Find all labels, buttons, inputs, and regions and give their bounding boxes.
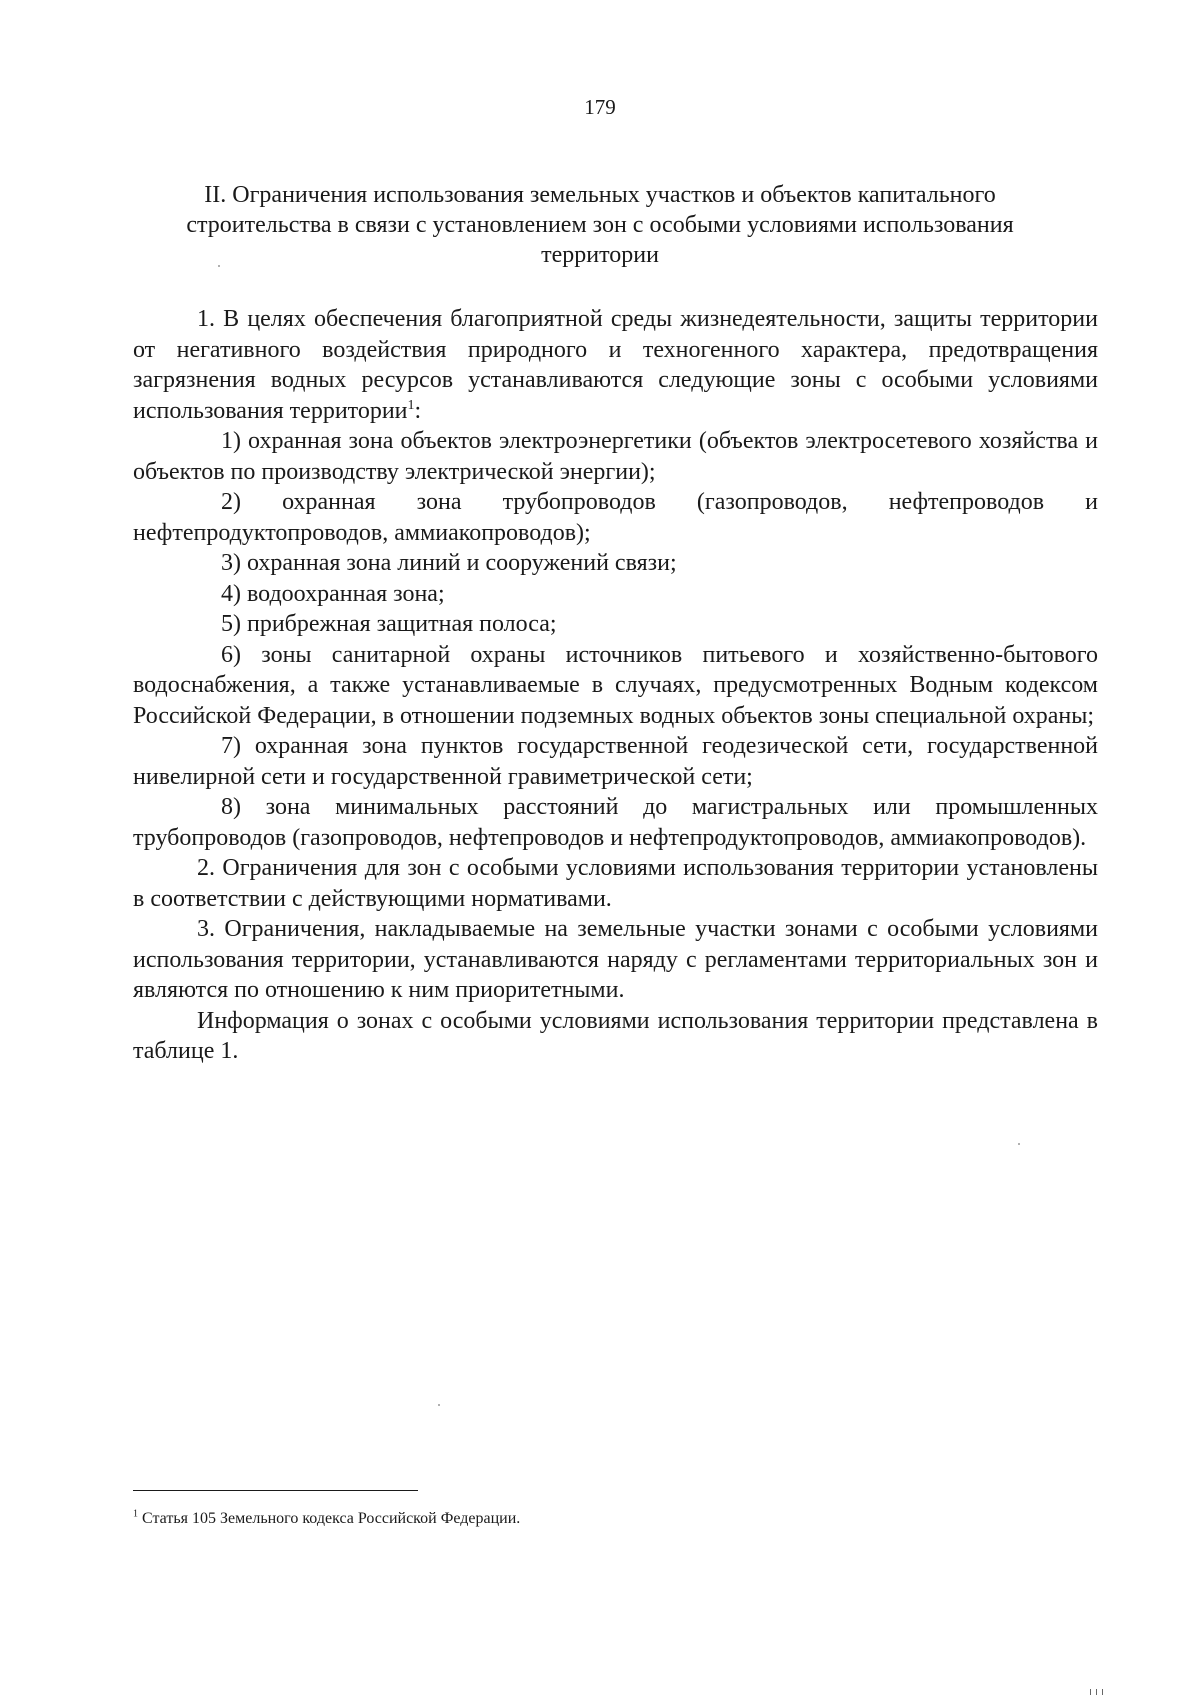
list-item-2: 2) охранная зона трубопроводов (газопроводов, нефтепроводов и нефтепродуктопроводов, аммиакопроводов); bbox=[133, 489, 1098, 546]
list-item-7: 7) охранная зона пунктов государственной геодезической сети, государственной нивелирной сети и государственной гравиметрической сети; bbox=[133, 733, 1098, 790]
footnote-reference: 1 bbox=[407, 397, 415, 413]
footnote-marker: 1 bbox=[133, 1508, 138, 1520]
body-text bbox=[133, 304, 1098, 1067]
section-title: II. Ограничения использования земельных участков и объектов капитального строительства в связи с установлением зон с особыми условиями использования территории bbox=[186, 182, 1014, 268]
paragraph-3: 3. Ограничения, накладываемые на земельные участки зонами с особыми условиями использования территории, устанавливаются наряду с регламентами территориальных зон и являются по отношению к ним приоритетными. bbox=[133, 916, 1098, 1003]
scan-speck bbox=[438, 1404, 440, 1406]
scan-edge-mark bbox=[1102, 1689, 1103, 1695]
paragraph-info: Информация о зонах с особыми условиями использования территории представлена в таблице 1. bbox=[133, 1007, 1098, 1064]
paragraph-1-tail: : bbox=[414, 397, 422, 424]
list-item-8: 8) зона минимальных расстояний до магистральных или промышленных трубопроводов (газопроводов, нефтепроводов и нефтепродуктопроводов, аммиакопроводов). bbox=[133, 794, 1098, 851]
footnote-divider bbox=[133, 1490, 418, 1491]
page-number: 179 bbox=[584, 95, 616, 119]
list-item-3: 3) охранная зона линий и сооружений связи; bbox=[221, 550, 677, 576]
list-item-1: 1) охранная зона объектов электроэнергетики (объектов электросетевого хозяйства и объектов по производству электрической энергии); bbox=[133, 428, 1098, 485]
scan-speck bbox=[1018, 1143, 1020, 1145]
scan-edge-mark bbox=[1090, 1689, 1091, 1695]
paragraph-1-text: 1. В целях обеспечения благоприятной среды жизнедеятельности, защиты территории от негативного воздействия природного и техногенного характера, предотвращения загрязнения водных ресурсов устанавливаются следующие зоны с особыми условиями использования территории bbox=[133, 306, 1098, 424]
footnote-text: Статья 105 Земельного кодекса Российской Федерации. bbox=[142, 1510, 521, 1527]
paragraph-1 bbox=[133, 304, 1098, 426]
list-item-6: 6) зоны санитарной охраны источников питьевого и хозяйственно-бытового водоснабжения, а также устанавливаемые в случаях, предусмотренных Водным кодексом Российской Федерации, в отношении подземных водных объектов зоны специальной охраны; bbox=[133, 641, 1098, 729]
paragraph-2: 2. Ограничения для зон с особыми условиями использования территории установлены в соответствии с действующими нормативами. bbox=[133, 855, 1098, 912]
scan-speck bbox=[218, 265, 220, 267]
list-item-5: 5) прибрежная защитная полоса; bbox=[221, 611, 557, 637]
footnote bbox=[133, 1510, 1033, 1528]
scan-edge-mark bbox=[1096, 1689, 1097, 1695]
list-item-4: 4) водоохранная зона; bbox=[221, 580, 445, 607]
